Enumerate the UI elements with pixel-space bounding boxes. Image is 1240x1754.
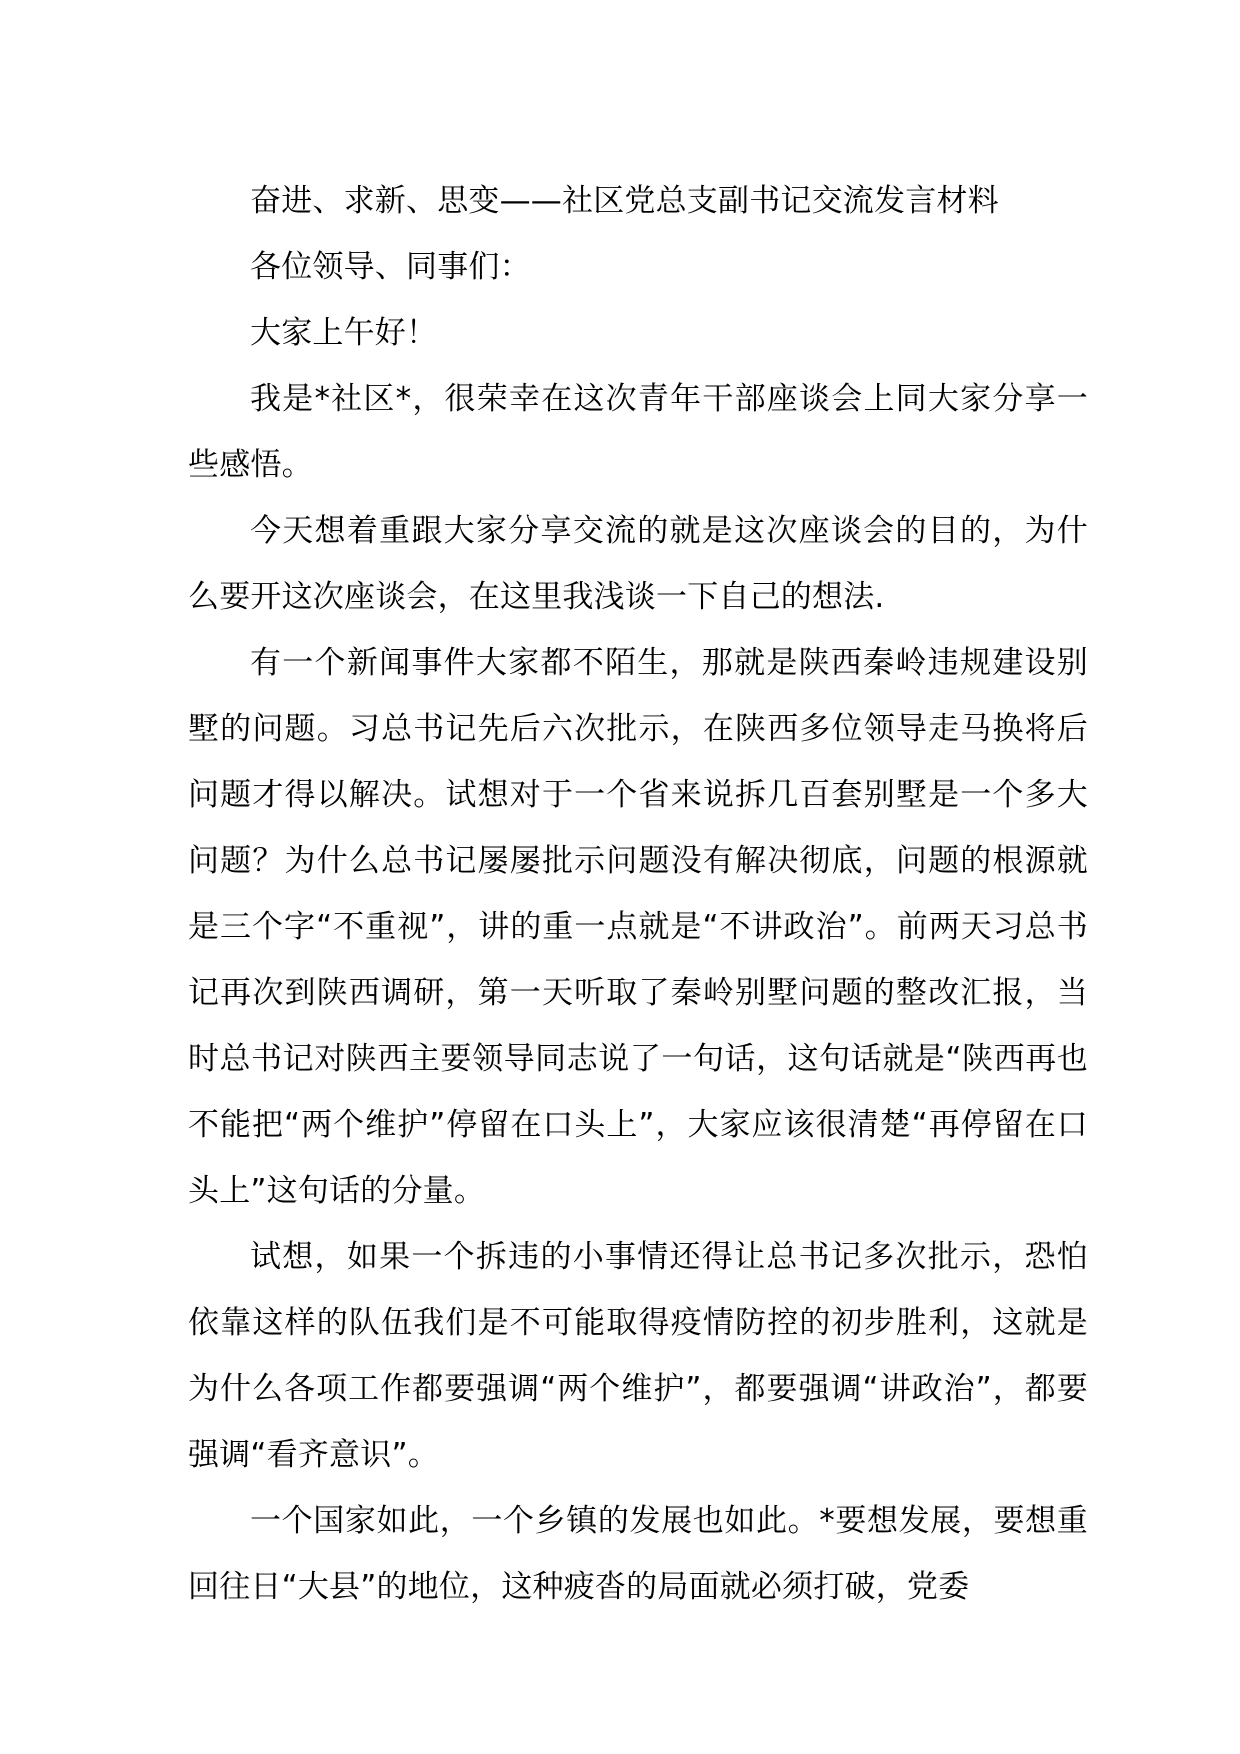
document-title: 奋进、求新、思变——社区党总支副书记交流发言材料 [250,183,999,219]
document-body [188,168,1088,1620]
greeting: 各位领导、同事们： [250,249,531,285]
body-paragraph: 有一个新闻事件大家都不陌生，那就是陕西秦岭违规建设别墅的问题。习总书记先后六次批示，在陕西多位领导走马换将后问题才得以解决。试想对于一个省来说拆几百套别墅是一个多大问题？为什么总书记屡屡批示问题没有解决彻底，问题的根源就是三个字“不重视”，讲的重一点就是“不讲政治”。前两天习总书记再次到陕西调研，第一天听取了秦岭别墅问题的整改汇报，当时总书记对陕西主要领导同志说了一句话，这句话就是“陕西再也不能把“两个维护”停留在口头上”，大家应该很清楚“再停留在口头上”这句话的分量。 [188,645,1088,1209]
body-paragraph: 今天想着重跟大家分享交流的就是这次座谈会的目的，为什么要开这次座谈会，在这里我浅谈一下自己的想法. [188,513,1088,615]
body-paragraph: 一个国家如此，一个乡镇的发展也如此。*要想发展，要想重回往日“大县”的地位，这种疲沓的局面就必须打破，党委 [188,1503,1088,1605]
body-paragraph: 试想，如果一个拆违的小事情还得让总书记多次批示，恐怕依靠这样的队伍我们是不可能取得疫情防控的初步胜利，这就是为什么各项工作都要强调“两个维护”，都要强调“讲政治”，都要强调“看齐意识”。 [188,1239,1088,1473]
body-paragraph: 我是*社区*，很荣幸在这次青年干部座谈会上同大家分享一些感悟。 [188,381,1088,483]
opening-line: 大家上午好！ [250,315,438,351]
